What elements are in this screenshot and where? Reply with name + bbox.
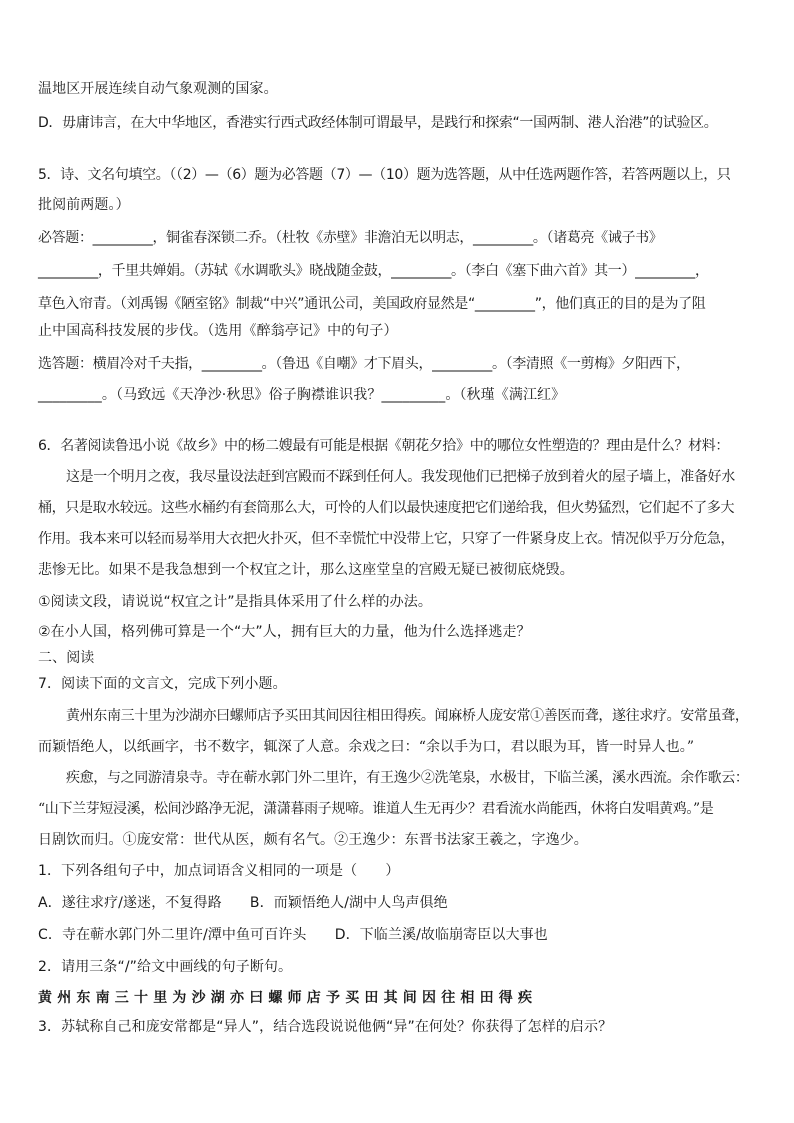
classical-text-line-4: “山下兰芽短浸溪，松间沙路净无泥，潇潇暮雨子规啼。谁道人生无再少？君看流水尚能西，休将白发唱黄鸡。”是 [38, 801, 714, 817]
optional-poems-line-2: _________。（马致远《天净沙·秋思》俗子胸襟谁识我？_________。（秋瑾《满江红》 [38, 387, 566, 403]
text-line-1: 温地区开展连续自动气象观测的国家。 [38, 81, 278, 97]
question-5-note: 批阅前两题。） [38, 197, 130, 213]
required-poems-line-4: 止中国高科技发展的步伐。（选用《醉翁亭记》中的句子） [38, 323, 398, 339]
material-line-3: 作用。我本来可以轻而易举用大衣把火扑灭，但不幸慌忙中没带上它，只穿了一件紧身皮上衣。情况似乎万分危急， [38, 531, 735, 547]
sub-question-1-options-ab: A．遂往求疗/遂迷，不复得路 B．而颖悟绝人/湖中人鸟声俱绝 [38, 895, 448, 911]
question-6-heading: 6．名著阅读鲁迅小说《故乡》中的杨二嫂最有可能是根据《朝花夕拾》中的哪位女性塑造的？理由是什么？材料： [38, 438, 730, 454]
sub-question-3: 3．苏轼称自己和庞安常都是“异人”，结合选段说说他俩“异”在何处？你获得了怎样的启示？ [38, 1019, 613, 1035]
section-heading-reading: 二、阅读 [38, 650, 95, 666]
question-5-heading: 5．诗、文名句填空。（（2）—（6）题为必答题（7）—（10）题为选答题，从中任选两题作答，若答两题以上，只 [38, 167, 731, 183]
question-6-sub-2: ②在小人国，格列佛可算是一个“大”人，拥有巨大的力量，他为什么选择逃走？ [38, 624, 531, 640]
question-7-heading: 7．阅读下面的文言文，完成下列小题。 [38, 676, 287, 692]
sub-question-2: 2．请用三条“/”给文中画线的句子断句。 [38, 959, 293, 975]
required-poems-line-3: 草色入帘青。（刘禹锡《陋室铭》制裁“中兴”通讯公司，美国政府显然是“_________”，他们真正的目的是为了阻 [38, 296, 706, 312]
classical-text-line-5: 日剧饮而归。①庞安常：世代从医，颇有名气。②王逸少：东晋书法家王羲之，字逸少。 [38, 832, 588, 848]
classical-text-line-2: 而颖悟绝人，以纸画字，书不数字，辄深了人意。余戏之曰：“余以手为口，君以眼为耳，皆一时异人也。” [38, 739, 695, 755]
question-6-sub-1: ①阅读文段，请说说“权宜之计”是指具体采用了什么样的办法。 [38, 594, 432, 610]
classical-text-line-3: 疾愈，与之同游清泉寺。寺在蕲水郭门外二里许，有王逸少②洗笔泉，水极甘，下临兰溪，溪水西流。余作歌云： [66, 770, 749, 786]
material-line-4: 悲惨无比。如果不是我急想到一个权宜之计，那么这座堂皇的宫殿无疑已被彻底烧毁。 [38, 562, 574, 578]
required-poems-line-2: _________，千里共婵娟。（苏轼《水调歌头》晓战随金鼓，_________。（李白《塞下曲六首》其一）_________， [38, 263, 709, 279]
sub-question-1-options-cd: C．寺在蕲水郭门外二里许/潭中鱼可百许头 D．下临兰溪/故临崩寄臣以大事也 [38, 927, 548, 943]
required-poems-line-1: 必答题：_________，铜雀春深锁二乔。（杜牧《赤壁》非澹泊无以明志，_________。（诸葛亮《诫子书》 [38, 230, 663, 246]
material-line-1: 这是一个明月之夜，我尽量设法赶到宫殿而不踩到任何人。我发现他们已把梯子放到着火的屋子墙上，准备好水 [66, 469, 735, 485]
text-line-2: D．毋庸讳言，在大中华地区，香港实行西式政经体制可谓最早，是践行和探索“一国两制、港人治港”的试验区。 [38, 115, 718, 131]
material-line-2: 桶，只是取水较远。这些水桶约有套筒那么大，可怜的人们以最快速度把它们递给我，但火势猛烈，它们起不了多大 [38, 500, 735, 516]
sentence-to-punctuate: 黄州东南三十里为沙湖亦曰螺师店予买田其间因往相田得疾 [38, 990, 538, 1006]
optional-poems-line-1: 选答题：横眉冷对千夫指，_________。（鲁迅《自嘲》才下眉头，_________。（李清照《一剪梅》夕阳西下， [38, 356, 690, 372]
sub-question-1: 1．下列各组句子中，加点词语含义相同的一项是（ ） [38, 863, 400, 879]
classical-text-line-1: 黄州东南三十里为沙湖亦曰螺师店予买田其间因往相田得疾。闻麻桥人庞安常①善医而聋，遂往求疗。安常虽聋， [66, 708, 749, 724]
